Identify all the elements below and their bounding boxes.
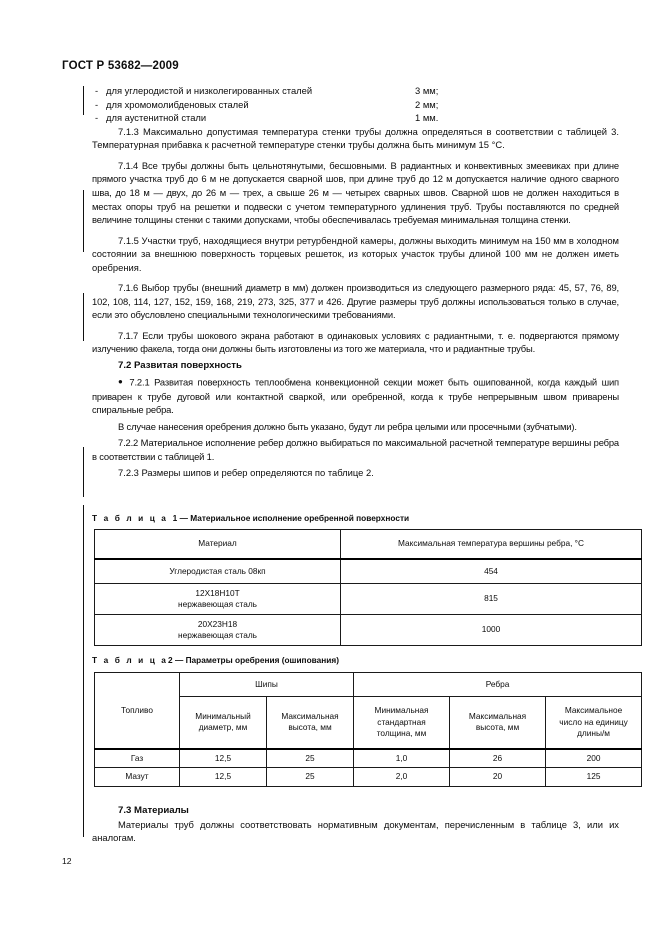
- table-2-cell-v2: 25: [267, 749, 354, 768]
- subheader-line: длины/м: [577, 727, 610, 738]
- clause-7-1-3: 7.1.3 Максимально допустимая температура стенки трубы должна определяться в соответствии с таблицей 3. Температурная прибавка к расчетной температуре стенки трубы должна быть минимум 15 °С.: [92, 125, 619, 151]
- table-2: [94, 672, 642, 787]
- subheader-line: Максимальная: [281, 710, 339, 721]
- list-item: [92, 98, 619, 112]
- table-1-caption: [92, 513, 409, 523]
- clause-7-2-1-text: 7.2.1 Развитая поверхность теплообмена конвекционной секции может быть ошипованной, когда каждый шип приварен к трубе дуговой или контактной сваркой, или оребренной, когда к трубе непрерывным швом приварены спиральные ребра.: [92, 376, 619, 416]
- table-1-cell-material-line1: 20Х23Н18: [197, 618, 238, 629]
- table-1-cell-material-line1: 12Х18Н10Т: [195, 587, 240, 598]
- table-2-caption: [92, 655, 339, 665]
- change-bar-segment-2: [83, 190, 84, 252]
- table-1-cell-temp: 815: [341, 584, 642, 615]
- subheader-line: высота, мм: [475, 722, 520, 733]
- table-2-caption-dash: —: [174, 655, 184, 665]
- table-1-caption-number: 1: [172, 513, 178, 523]
- table-2-cell-fuel: Мазут: [95, 768, 180, 787]
- table-1: [94, 529, 642, 646]
- table-1-cell-temp: 1000: [341, 615, 642, 646]
- table-2-col-header-min-thickness: [354, 697, 450, 749]
- table-1-header-row: [95, 530, 642, 559]
- change-bar-segment-3: [83, 293, 84, 341]
- text-column-bottom: [92, 801, 619, 845]
- table-1-col-header-temperature: Максимальная температура вершины ребра, °С: [341, 530, 642, 559]
- table-1-cell-material: [95, 615, 341, 646]
- clause-7-1-7: 7.1.7 Если трубы шокового экрана работают в одинаковых условиях с радиантными, т. е. подвергаются прямому излучению факела, тогда они должны быть изготовлены из того же материала, что и радиантные трубы.: [92, 329, 619, 355]
- table-2-group-header-studs: Шипы: [180, 673, 354, 697]
- list-item-value: 1 мм.: [415, 112, 439, 124]
- table-1-caption-dash: —: [179, 513, 188, 523]
- table-2-cell-v3: 1,0: [354, 749, 450, 768]
- list-item-label: для хромомолибденовых сталей: [106, 98, 249, 110]
- table-2-col-header-max-height-studs: [267, 697, 354, 749]
- table-2-cell-v5: 125: [546, 768, 642, 787]
- subheader-line: Максимальная: [468, 710, 527, 721]
- table-2-group-header-fins: Ребра: [354, 673, 642, 697]
- heading-7-2: 7.2 Развитая поверхность: [118, 359, 242, 371]
- table-row: [95, 559, 642, 584]
- table-row: [95, 768, 642, 787]
- change-bar-segment-1: [83, 86, 84, 115]
- list-item-label: для углеродистой и низколегированных сталей: [106, 85, 313, 96]
- table-1-caption-title: Материальное исполнение оребренной поверхности: [190, 513, 410, 523]
- page-number: 12: [62, 856, 72, 866]
- table-row: [95, 584, 642, 615]
- clause-7-2-1: [92, 375, 619, 416]
- table-1-cell-temp: 454: [341, 559, 642, 584]
- dash-bullet: -: [95, 112, 99, 124]
- table-2-cell-v1: 12,5: [180, 749, 267, 768]
- table-2-cell-v2: 25: [267, 768, 354, 787]
- list-item: [92, 111, 619, 125]
- table-1-cell-material-line2: нержавеющая сталь: [178, 599, 257, 609]
- subheader-line: число на единицу: [559, 716, 628, 727]
- table-row: [95, 749, 642, 768]
- table-2-cell-v4: 20: [450, 768, 546, 787]
- table-2-col-header-min-diameter: [180, 697, 267, 749]
- subheader-line: стандартная: [377, 716, 426, 727]
- dash-bullet: -: [95, 85, 99, 96]
- subheader-line: Минимальный: [195, 710, 251, 721]
- table-2-col-header-fuel: Топливо: [95, 673, 180, 749]
- clause-7-1-6: 7.1.6 Выбор трубы (внешний диаметр в мм) должен производиться из следующего размерного ряда: 45, 57, 76, 89, 102, 108, 114, 127, 152, 159, 168, 219, 273, 325, 377 и 426. Другие размеры труб должны использоваться только в случае, если это обусловлено специальными технологическими требованиями.: [92, 282, 619, 321]
- clause-7-3: Материалы труб должны соответствовать нормативным документам, перечисленным в таблице 3, или их аналогам.: [92, 818, 619, 844]
- subheader-line: Максимальное: [564, 705, 623, 716]
- list-item: [92, 84, 619, 98]
- table-2-cell-v1: 12,5: [180, 768, 267, 787]
- table-2-cell-v5: 200: [546, 749, 642, 768]
- table-1-cell-material: [95, 584, 341, 615]
- clause-7-2-2: 7.2.2 Материальное исполнение ребер должно выбираться по максимальной расчетной температуре вершины ребра в соответствии с таблицей 1.: [92, 437, 619, 462]
- text-column: [92, 84, 619, 480]
- table-2-caption-title: Параметры оребрения (ошипования): [185, 655, 339, 665]
- table-1-cell-material-line2: нержавеющая сталь: [178, 630, 257, 640]
- clause-7-1-5: 7.1.5 Участки труб, находящиеся внутри ретурбендной камеры, должны выходить минимум на 150 мм в холодном состоянии за внешнюю поверхность торцевых решеток, из которых участок трубы длиной 100 мм не должен иметь оребрения.: [92, 234, 619, 273]
- list-item-value: 2 мм;: [415, 98, 439, 110]
- subheader-line: толщина, мм: [376, 727, 427, 738]
- table-1-caption-label: Т а б л и ц а: [92, 513, 169, 523]
- table-2-cell-fuel: Газ: [95, 749, 180, 768]
- table-1-cell-material: Углеродистая сталь 08кп: [95, 559, 341, 584]
- table-1-col-header-material: Материал: [95, 530, 341, 559]
- subheader-line: Минимальная: [374, 705, 429, 716]
- dash-bullet: -: [95, 98, 99, 110]
- list-item-label: для аустенитной стали: [106, 112, 207, 124]
- table-2-group-header-row: [95, 673, 642, 697]
- table-2-cell-v4: 26: [450, 749, 546, 768]
- change-bar-segment-5: [83, 505, 84, 837]
- table-2-col-header-max-height-fins: [450, 697, 546, 749]
- heading-7-3: 7.3 Материалы: [118, 805, 189, 816]
- revision-bullet-icon: ●: [118, 377, 125, 387]
- dash-list: [92, 84, 619, 125]
- clause-7-2-3: 7.2.3 Размеры шипов и ребер определяются по таблице 2.: [118, 467, 374, 479]
- list-item-value: 3 мм;: [415, 85, 439, 96]
- running-head: ГОСТ Р 53682—2009: [62, 60, 179, 72]
- clause-7-1-4: 7.1.4 Все трубы должны быть цельнотянутыми, бесшовными. В радиантных и конвективных змеевиках при длине прямого участка труб до 6 м не допускается сварной шов, при длине труб до 12 м допускается наличие одного сварного шва, до 18 м — двух, до 26 м — трех, а свыше 26 м — четырех сварных швов. Сварной шов не должен находиться в местах опоры труб на решетки и подвески с учетом температурного удлинения труб. Трубы поставляются по средней величине толщины стенки с такими допусками, чтобы обеспечивалась требуемая минимальная толщина стенки.: [92, 159, 619, 226]
- table-2-cell-v3: 2,0: [354, 768, 450, 787]
- table-2-col-header-max-count: [546, 697, 642, 749]
- clause-7-2-1-note: В случае нанесения оребрения должно быть указано, будут ли ребра целыми или просечными (зубчатыми).: [118, 420, 577, 432]
- table-2-caption-number: 2: [168, 655, 173, 665]
- change-bar-segment-4: [83, 447, 84, 497]
- subheader-line: диаметр, мм: [198, 722, 248, 733]
- subheader-line: высота, мм: [288, 722, 332, 733]
- table-2-caption-label: Т а б л и ц а: [92, 655, 169, 665]
- table-row: [95, 615, 642, 646]
